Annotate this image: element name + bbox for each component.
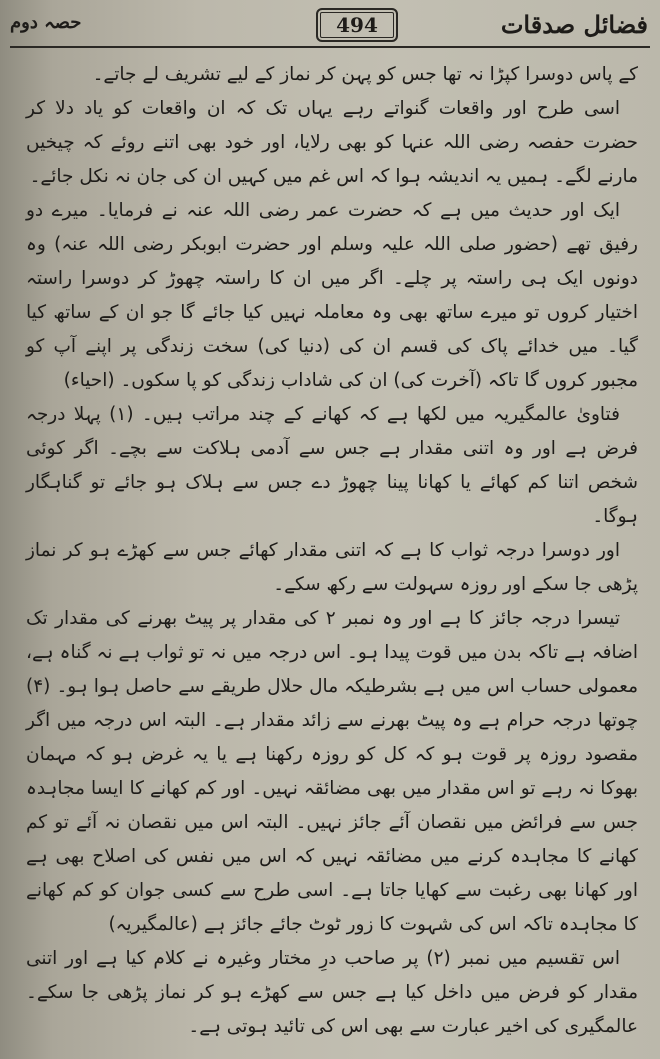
book-title: فضائل صدقات xyxy=(500,10,648,39)
paragraph: کے پاس دوسرا کپڑا نہ تھا جس کو پہن کر نماز کے لیے تشریف لے جاتے۔ xyxy=(92,64,638,85)
paragraph: تیسرا درجہ جائز کا ہے اور وہ نمبر ۲ کی مقدار پر پیٹ بھرنے کی مقدار تک اضافہ ہے تاکہ بدن میں قوت پیدا ہو۔ اس درجہ میں نہ تو ثواب ہے نہ گناہ ہے، معمولی حساب اس میں ہے بشرطیکہ مال حلال طریقے سے حاصل ہوا ہو۔ (۴) چوتھا درجہ حرام ہے وہ پیٹ بھرنے سے زائد مقدار ہے۔ البتہ اس درجہ میں اگر مقصود روزہ پر قوت ہو کہ کل کو روزہ رکھنا ہے یا یہ غرض ہو کہ مہمان بھوکا نہ رہے تو اس مقدار میں بھی مضائقہ نہیں۔ اور کم کھانے کا ایسا مجاہدہ جس سے فرائض میں نقصان آئے جائز نہیں۔ البتہ اس میں نقصان نہ آئے تو کم کھانے کا مجاہدہ کرنے میں مضائقہ نہیں کہ اس میں نفس کی اصلاح بھی ہے اور کھانا بھی رغبت سے کھایا جاتا ہے۔ اسی طرح سے کسی جوان کو کم کھانے کا مجاہدہ تاکہ اس کی شہوت کا زور ٹوٹ جائے جائز ہے (عالمگیریہ) xyxy=(26,608,638,935)
header-divider xyxy=(10,46,650,48)
page-header xyxy=(8,8,652,46)
paragraph: اور دوسرا درجہ ثواب کا ہے کہ اتنی مقدار کھائے جس سے کھڑے ہو کر نماز پڑھی جا سکے اور روزہ سہولت سے رکھ سکے۔ xyxy=(26,540,638,595)
volume-label: حصہ دوم xyxy=(10,12,82,33)
page-body xyxy=(26,58,638,1044)
paragraph: اسی طرح اور واقعات گنواتے رہے یہاں تک کہ ان واقعات کو یاد دلا کر حضرت حفصہ رضی اللہ عنہا کو بھی رلایا، اور خود بھی اتنے روئے کہ چیخیں مارنے لگے۔ ہمیں یہ اندیشہ ہوا کہ اس غم میں کہیں ان کی جان نہ نکل جائے۔ xyxy=(26,98,638,187)
paragraph: فتاویٰ عالمگیریہ میں لکھا ہے کہ کھانے کے چند مراتب ہیں۔ (۱) پہلا درجہ فرض ہے اور وہ اتنی مقدار ہے جس سے آدمی ہلاکت سے بچے۔ اگر کوئی شخص اتنا کم کھائے یا کھانا پینا چھوڑ دے جس سے ہلاک ہو جائے تو گناہگار ہوگا۔ xyxy=(26,404,638,527)
paragraph: ایک اور حدیث میں ہے کہ حضرت عمر رضی اللہ عنہ نے فرمایا۔ میرے دو رفیق تھے (حضور صلی اللہ علیہ وسلم اور حضرت ابوبکر رضی اللہ عنہ) وہ دونوں ایک ہی راستہ پر چلے۔ اگر میں ان کا راستہ چھوڑ کر دوسرا راستہ اختیار کروں تو میرے ساتھ بھی وہ معاملہ نہیں کیا جائے گا جو ان کے ساتھ کیا گیا۔ میں خدائے پاک کی قسم ان کی (دنیا کی) سخت زندگی پر اپنے آپ کو مجبور کروں گا تاکہ (آخرت کی) ان کی شاداب زندگی کو پا سکوں۔ (احیاء) xyxy=(26,200,638,391)
paragraph: اس تقسیم میں نمبر (۲) پر صاحب درِ مختار وغیرہ نے کلام کیا ہے اور اتنی مقدار کو فرض میں داخل کیا ہے جس سے کھڑے ہو کر نماز پڑھی جا سکے۔ عالمگیری کی اخیر عبارت سے بھی اس کی تائید ہوتی ہے۔ xyxy=(26,948,638,1037)
page-number-box: 494 xyxy=(316,8,398,42)
